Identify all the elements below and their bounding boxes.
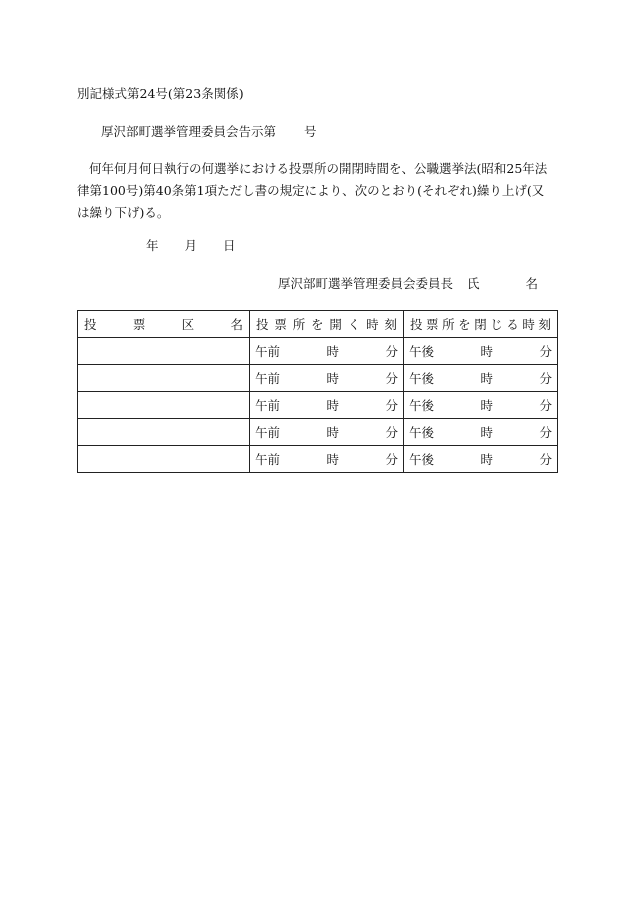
- open-period: 午前: [255, 344, 281, 359]
- open-period: 午前: [255, 452, 281, 467]
- table-row: [78, 419, 558, 446]
- form-identifier: 別記様式第24号(第23条関係): [77, 86, 244, 101]
- close-hour-label: 時: [480, 371, 493, 386]
- close-time-cell: [404, 419, 558, 446]
- close-time-cell: [404, 365, 558, 392]
- close-time-cell: [404, 338, 558, 365]
- district-cell: [78, 446, 250, 473]
- open-minute-label: 分: [385, 452, 398, 467]
- district-cell: [78, 392, 250, 419]
- district-cell: [78, 419, 250, 446]
- district-cell: [78, 365, 250, 392]
- open-hour-label: 時: [326, 452, 339, 467]
- header-open-time-label: 投 票 所 を 開 く 時 刻: [256, 317, 397, 332]
- close-hour-label: 時: [480, 398, 493, 413]
- open-time-cell: [250, 392, 404, 419]
- close-hour-label: 時: [480, 425, 493, 440]
- open-hour-label: 時: [326, 371, 339, 386]
- open-minute-label: 分: [385, 371, 398, 386]
- date-month-label: 月: [184, 238, 198, 253]
- open-hour-label: 時: [326, 425, 339, 440]
- polling-hours-table: [77, 310, 558, 473]
- close-hour-label: 時: [480, 452, 493, 467]
- header-district: [78, 311, 250, 338]
- open-period: 午前: [255, 425, 281, 440]
- close-minute-label: 分: [539, 371, 552, 386]
- header-close-time: [404, 311, 558, 338]
- district-cell: [78, 338, 250, 365]
- open-minute-label: 分: [385, 425, 398, 440]
- table-row: [78, 365, 558, 392]
- close-minute-label: 分: [539, 398, 552, 413]
- close-period: 午後: [409, 398, 435, 413]
- signer-surname-label: 氏: [467, 276, 480, 291]
- open-hour-label: 時: [326, 398, 339, 413]
- notice-body-text: 何年何月何日執行の何選挙における投票所の開閉時間を、公職選挙法(昭和25年法律第100号)第40条第1項ただし書の規定により、次のとおり(それぞれ)繰り上げ(又は繰り下げ)る。: [77, 161, 548, 220]
- date-day-label: 日: [223, 238, 236, 253]
- date-line: [146, 236, 236, 254]
- open-minute-label: 分: [385, 344, 398, 359]
- close-period: 午後: [409, 452, 435, 467]
- close-minute-label: 分: [539, 452, 552, 467]
- open-period: 午前: [255, 398, 281, 413]
- signer-title: 厚沢部町選挙管理委員会委員長: [278, 276, 454, 291]
- close-minute-label: 分: [539, 425, 552, 440]
- open-time-cell: [250, 338, 404, 365]
- close-minute-label: 分: [539, 344, 552, 359]
- open-hour-label: 時: [326, 344, 339, 359]
- table-row: [78, 392, 558, 419]
- close-period: 午後: [409, 371, 435, 386]
- close-time-cell: [404, 392, 558, 419]
- date-year-label: 年: [146, 238, 159, 253]
- table-row: [78, 338, 558, 365]
- close-time-cell: [404, 446, 558, 473]
- open-time-cell: [250, 446, 404, 473]
- open-period: 午前: [255, 371, 281, 386]
- notice-suffix: 号: [304, 124, 317, 139]
- signer-line: [278, 274, 538, 292]
- header-open-time: [250, 311, 404, 338]
- header-close-time-label: 投 票 所 を 閉 じ る 時 刻: [410, 317, 551, 332]
- table-row: [78, 446, 558, 473]
- close-period: 午後: [409, 425, 435, 440]
- notice-number-line: [101, 122, 317, 140]
- signer-given-label: 名: [525, 276, 539, 291]
- header-district-label: 投 票 区 名: [84, 317, 243, 332]
- notice-prefix: 厚沢部町選挙管理委員会告示第: [101, 124, 277, 139]
- table-header-row: [78, 311, 558, 338]
- close-hour-label: 時: [480, 344, 493, 359]
- open-minute-label: 分: [385, 398, 398, 413]
- open-time-cell: [250, 365, 404, 392]
- open-time-cell: [250, 419, 404, 446]
- close-period: 午後: [409, 344, 435, 359]
